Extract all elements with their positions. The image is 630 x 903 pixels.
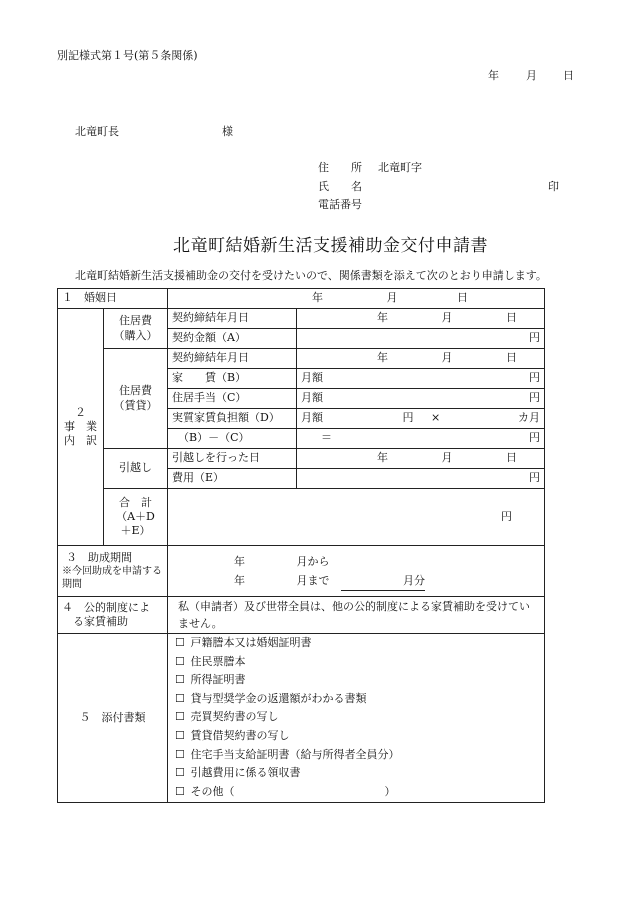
checkbox-icon[interactable]: ☐ [175, 766, 185, 780]
month-text: 月 [441, 351, 453, 365]
day-text: 日 [506, 351, 517, 365]
purchase-contract-date-label: 契約締結年月日 [168, 309, 297, 329]
housing-rent-line2: （賃貸） [113, 398, 158, 412]
total-line2: （A＋D [116, 509, 155, 523]
seal-mark: 印 [548, 180, 559, 193]
purchase-contract-date-field[interactable] [297, 309, 545, 329]
checkbox-icon[interactable]: ☐ [175, 710, 185, 724]
page-title: 北竜町結婚新生活支援補助金交付申請書 [173, 236, 488, 256]
checkbox-icon[interactable]: ☐ [175, 673, 185, 687]
month-text: 月 [386, 291, 398, 305]
attachment-item[interactable] [175, 690, 540, 709]
attachment-item[interactable] [175, 764, 540, 783]
housing-rent-line1: 住居費 [119, 384, 152, 398]
monthly-amount-text: 月額 [301, 391, 323, 405]
project-label-line3: 内 訳 [64, 434, 97, 448]
subsidy-period-field[interactable] [168, 546, 545, 597]
other-label: その他（ [190, 784, 235, 798]
attachment-label: 貸与型奨学金の返還額がわかる書類 [190, 691, 367, 705]
period-label-title: ３ 助成期間 [66, 550, 132, 564]
year-text: 年 [377, 311, 388, 325]
total-field[interactable] [168, 489, 545, 546]
moving-date-label: 引越しを行った日 [168, 449, 297, 469]
moving-date-row [58, 449, 545, 469]
attachments-label: ５ 添付書類 [58, 634, 168, 803]
addressee: 北竜町長 [75, 125, 119, 138]
date-year: 年 [488, 69, 499, 82]
checkbox-icon[interactable]: ☐ [175, 728, 185, 742]
attachment-item[interactable] [175, 727, 540, 746]
year-text: 年 [234, 554, 245, 568]
purchase-contract-date-row [58, 309, 545, 329]
attachment-item[interactable] [175, 746, 540, 765]
yen-unit: 円 [501, 509, 512, 523]
month-from-text: 月から [296, 554, 330, 568]
marriage-date-row [58, 289, 545, 309]
actual-rent-total-field[interactable] [297, 429, 545, 449]
month-text: 月 [441, 451, 453, 465]
subsidy-period-row [58, 546, 545, 597]
yen-unit: 円 [529, 331, 540, 345]
month-text: 月 [441, 311, 453, 325]
actual-rent-calc-field[interactable] [297, 409, 545, 429]
moving-date-field[interactable] [297, 449, 545, 469]
project-label-number: ２ [75, 405, 86, 419]
attachment-label: 住民票謄本 [190, 654, 246, 668]
date-month: 月 [526, 69, 537, 82]
attachment-label: 所得証明書 [190, 673, 246, 687]
day-text: 日 [457, 291, 468, 305]
checkbox-icon[interactable]: ☐ [175, 691, 185, 705]
rent-contract-date-field[interactable] [297, 349, 545, 369]
housing-rent-label [104, 349, 168, 449]
rent-label: 家 賃（B） [168, 369, 297, 389]
monthly-amount-text: 月額 [301, 371, 323, 385]
housing-purchase-line1: 住居費 [119, 314, 152, 328]
attachments-row [58, 634, 545, 803]
housing-purchase-line2: （購入） [113, 328, 158, 342]
form-number: 別記様式第１号(第５条関係) [57, 49, 198, 62]
attachment-item[interactable] [175, 653, 540, 672]
marriage-date-label: １ 婚姻日 [58, 289, 168, 309]
moving-cost-label: 費用（E） [168, 469, 297, 489]
yen-unit: 円 [529, 471, 540, 485]
date-day: 日 [563, 69, 574, 82]
yen-unit: 円 [529, 431, 540, 445]
monthly-amount-text: 月額 [301, 411, 323, 425]
application-table [57, 288, 545, 803]
purchase-amount-field[interactable] [297, 329, 545, 349]
purchase-amount-label: 契約金額（A） [168, 329, 297, 349]
attachment-label: 引越費用に係る領収書 [190, 766, 301, 780]
year-text: 年 [377, 451, 388, 465]
address-value: 北竜町字 [378, 161, 422, 174]
actual-rent-label: 実質家賃負担額（D） [168, 409, 297, 429]
equals-sign: ＝ [321, 431, 332, 445]
public-assistance-statement: 私（申請者）及び世帯全員は、他の公的制度による家賃補助を受けていません。 [168, 597, 545, 634]
months-count-field[interactable] [341, 571, 425, 591]
attachment-item[interactable] [175, 634, 540, 653]
yen-unit: 円 [402, 411, 414, 425]
rent-contract-date-label: 契約締結年月日 [168, 349, 297, 369]
project-label-line2: 事 業 [64, 419, 97, 433]
marriage-date-field[interactable] [168, 289, 545, 309]
year-text: 年 [234, 573, 245, 587]
day-text: 日 [506, 311, 517, 325]
phone-label: 電話番号 [318, 198, 362, 211]
year-text: 年 [312, 291, 323, 305]
other-close-paren: ） [384, 784, 396, 798]
public-assistance-label [58, 597, 168, 634]
attachment-label: 住宅手当支給証明書（給与所得者全員分） [190, 747, 400, 761]
times-sign: × [431, 411, 441, 425]
attachment-item-other[interactable] [175, 783, 540, 802]
total-row [58, 489, 545, 546]
public-label-line2: る家賃補助 [73, 615, 128, 628]
total-line3: ＋E） [120, 524, 151, 538]
checkbox-icon[interactable]: ☐ [175, 747, 185, 761]
year-text: 年 [377, 351, 388, 365]
public-assistance-row [58, 597, 545, 634]
name-label: 氏 名 [318, 180, 362, 193]
month-to-text: 月まで [296, 573, 330, 587]
attachment-label: 賃貸借契約書の写し [190, 728, 290, 742]
rent-field[interactable] [297, 369, 545, 389]
total-line1: 合 計 [119, 495, 152, 509]
moving-label: 引越し [104, 449, 168, 489]
months-unit: カ月 [518, 411, 540, 425]
attachment-label: 戸籍謄本又は婚姻証明書 [190, 636, 312, 649]
housing-allowance-field[interactable] [297, 389, 545, 409]
period-label-note: ※今回助成を申請する期間 [62, 566, 162, 591]
honorific: 様 [222, 125, 233, 138]
intro-text: 北竜町結婚新生活支援補助金の交付を受けたいので、関係書類を添えて次のとおり申請します。 [75, 269, 547, 282]
day-text: 日 [506, 451, 517, 465]
moving-cost-field[interactable] [297, 469, 545, 489]
total-label [104, 489, 168, 546]
checkbox-icon[interactable]: ☐ [175, 784, 185, 798]
rent-contract-date-row [58, 349, 545, 369]
housing-allowance-label: 住居手当（C） [168, 389, 297, 409]
yen-unit: 円 [529, 391, 540, 405]
subsidy-period-label [58, 546, 168, 597]
checkbox-icon[interactable]: ☐ [175, 636, 185, 649]
months-count-unit: 月分 [403, 573, 425, 587]
project-breakdown-label [58, 309, 104, 546]
checkbox-icon[interactable]: ☐ [175, 654, 185, 668]
attachments-list [168, 634, 545, 803]
housing-purchase-label [104, 309, 168, 349]
actual-rent-formula: （B）－（C） [168, 429, 297, 449]
public-label-line1: ４ 公的制度によ [62, 600, 150, 614]
attachment-label: 売買契約書の写し [190, 710, 279, 724]
attachment-item[interactable] [175, 708, 540, 727]
address-label: 住 所 [318, 161, 362, 174]
attachment-item[interactable] [175, 671, 540, 690]
yen-unit: 円 [529, 371, 540, 385]
